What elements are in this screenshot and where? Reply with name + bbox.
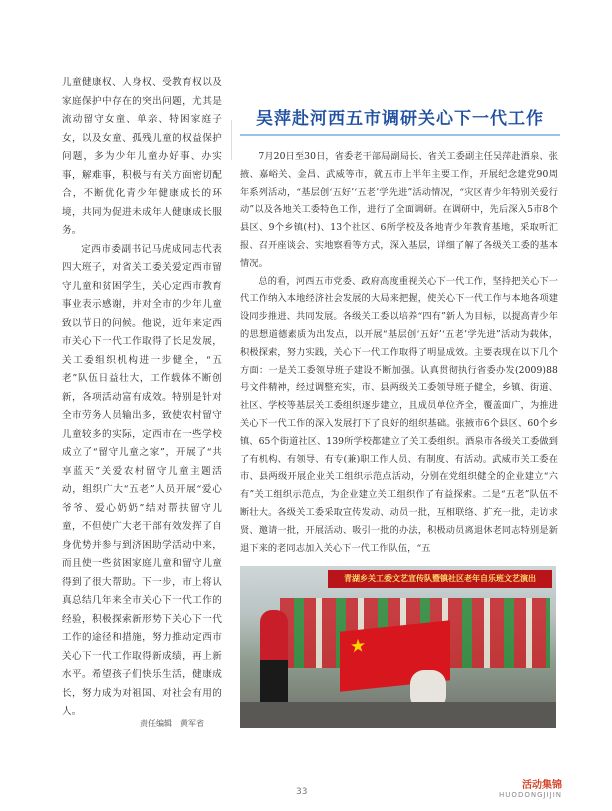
photo-dancer bbox=[260, 610, 288, 710]
section-brand-en: HUODONGJIJIN bbox=[499, 791, 562, 799]
editor-credit: 责任编辑 黄军省 bbox=[140, 719, 204, 728]
flag-star-icon: ★ bbox=[350, 635, 367, 658]
event-photo bbox=[240, 566, 556, 728]
article-paragraph-1: 7月20日至30日，省委老干部局副局长、省关工委副主任吴萍赴酒泉、张掖、嘉峪关、金昌、武威等市，就五市上半年主要工作，开展纪念建党90周年系列活动，“基层创‘五好’‘五老’学先进”活动情况，“灾区青少年特别关爱行动”以及各地关工委特色工作，进行了全面调研。在调研中，先后深入5市8个县区、9个乡镇(村)、13个社区、6所学校及各地青少年教育基地，采取听汇报、召开座谈会、实地察看等方式，深入基层，详细了解了各级关工委的基本情况。 bbox=[240, 151, 558, 269]
left-paragraph-1: 儿童健康权、人身权、受教育权以及家庭保护中存在的突出问题，尤其是流动留守女童、单亲、特困家庭子女，以及女童、孤残儿童的权益保护问题，多为少年儿童办好事、办实事，解难事，积极与有关方面密切配合，不断优化青少年健康成长的环境，共同为促进未成年人健康成长服务。 bbox=[62, 77, 222, 236]
left-paragraph-2: 定西市委副书记马虎成同志代表四大班子，对省关工委关爱定西市留守儿童和贫困学生，关心定西市教育事业表示感谢，并对全市的少年儿童致以节日的问候。他说，近年来定西市关心下一代工作取得了长足发展，关工委组织机构进一步健全，“五老”队伍日益壮大，工作载体不断创新，各项活动富有成效。特别是针对全市劳务人员输出多，致使农村留守儿童较多的实际，定西市在一些学校成立了“留守儿童之家”，开展了“共享蓝天”关爱农村留守儿童主题活动，组织广大“五老”人员开展“爱心爷爷、爱心奶奶”结对帮扶留守儿童，不但使广大老干部有效发挥了自身优势并参与到济困助学活动中来，而且使一些贫困家庭儿童和留守儿童得到了很大帮助。下一步，市上将认真总结几年来全市关心下一代工作的经验，积极探索新形势下关心下一代工作的途径和措施，努力推动定西市关心下一代工作取得新成绩，再上新水平。希望孩子们快乐生活，健康成长，努力成为对祖国、对社会有用的人。 bbox=[62, 243, 222, 717]
section-brand-cn: 活动集锦 bbox=[522, 780, 562, 791]
left-column bbox=[62, 74, 222, 722]
article-body bbox=[240, 148, 558, 557]
column-divider bbox=[231, 120, 232, 160]
article-paragraph-2: 总的看，河西五市党委、政府高度重视关心下一代工作，坚持把关心下一代工作纳入本地经济社会发展的大局来把握，使关心下一代工作与本地各项建设同步推进、共同发展。各级关工委以培养“四有”新人为目标，以提高青少年的思想道德素质为出发点，以开展“基层创‘五好’‘五老’学先进”活动为载体，积极探索，努力实践，关心下一代工作取得了明显成效。主要表现在以下几个方面：一是关工委领导班子建设不断加强。认真贯彻执行省委办发(2009)88号文件精神，经过调整充实，市、县两级关工委领导班子健全，乡镇、街道、社区、学校等基层关工委组织逐步建立，且成员单位齐全，覆盖面广，为推进关心下一代工作的深入发展打下了良好的组织基础。张掖市6个县区、60个乡镇、65个街道社区、139所学校都建立了关工委组织。酒泉市各级关工委做到了有机构、有领导、有专(兼)职工作人员、有制度、有活动。武威市关工委在市、县两级开展企业关工组织示范点活动，分别在党组织健全的企业建立“六有”关工组织示范点，为企业建立关工组织作了有益探索。二是“五老”队伍不断壮大。各级关工委采取宣传发动、动员一批，互相联络、扩充一批，走访求贤、邀请一批，开展活动、吸引一批的办法，积极动员离退休老同志特别是新退下来的老同志加入关心下一代工作队伍，“五 bbox=[240, 275, 558, 554]
photo-banner: 青湖乡关工委文艺宣传队暨镇社区老年自乐班文艺演出 bbox=[328, 570, 552, 588]
page-number: 33 bbox=[296, 787, 308, 797]
photo-floor bbox=[240, 702, 556, 728]
section-brand bbox=[499, 776, 562, 799]
title-underline bbox=[240, 134, 560, 136]
article-title: 吴萍赴河西五市调研关心下一代工作 bbox=[256, 109, 544, 129]
